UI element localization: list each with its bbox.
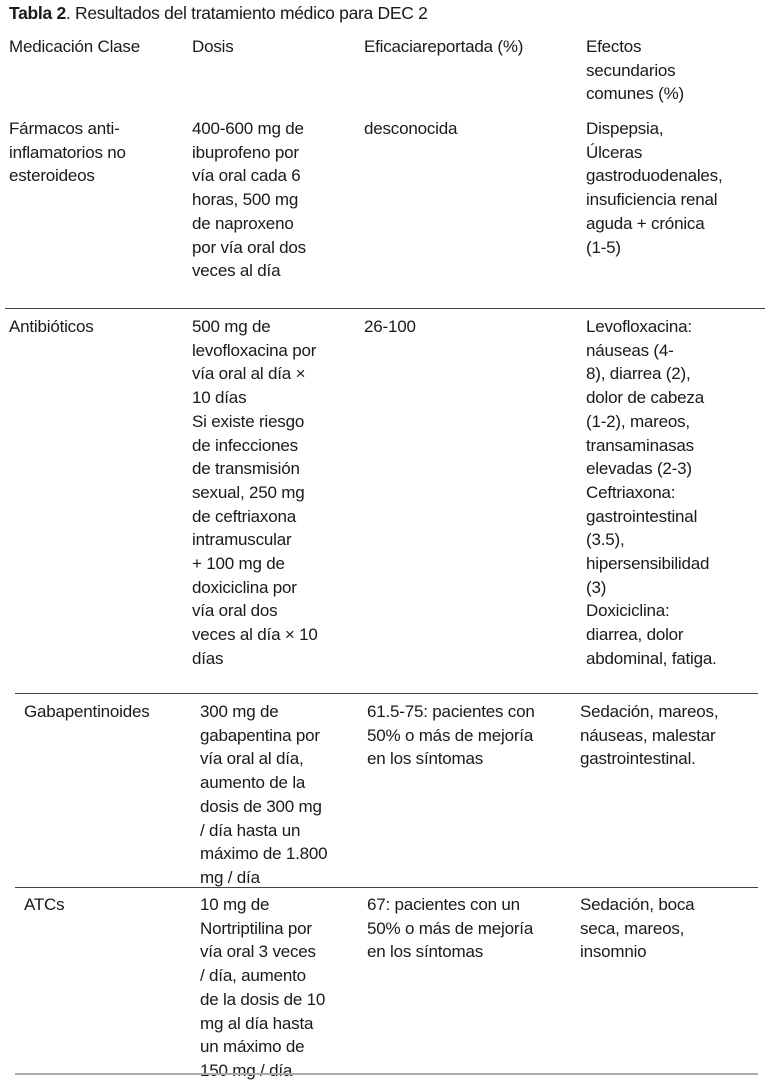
table-number: Tabla 2 <box>9 3 66 23</box>
row-3-clase: Gabapentinoides <box>24 702 150 721</box>
header-medicacion-clase: Medicación Clase <box>9 37 140 56</box>
row-4-eficacia: 67: pacientes con un 50% o más de mejoría en los síntomas <box>367 895 534 962</box>
row-2-dosis: 500 mg de levofloxacina por vía oral al día × 10 días Si existe riesgo de infecciones de transmisión sexual, 250 mg de ceftriaxona intramuscular + 100 mg de doxiciclina por vía oral dos veces al día × 10 días <box>192 317 318 668</box>
row-1-efectos: Dispepsia, Úlceras gastroduodenales, insuficiencia renal aguda + crónica (1-5) <box>586 119 723 257</box>
row-1-dosis: 400-600 mg de ibuprofeno por vía oral cada 6 horas, 500 mg de naproxeno por vía oral dos veces al día <box>192 119 306 281</box>
header-dosis: Dosis <box>192 37 234 56</box>
header-efectos: Efectos secundarios comunes (%) <box>586 37 684 104</box>
header-eficacia: Eficaciareportada (%) <box>364 37 524 56</box>
table-caption <box>9 3 428 24</box>
row-4-dosis: 10 mg de Nortriptilina por vía oral 3 veces / día, aumento de la dosis de 10 mg al día hasta un máximo de 150 mg / día <box>200 895 326 1080</box>
row-1-clase: Fármacos anti- inflamatorios no esteroideos <box>9 119 126 186</box>
table-bottom-rule <box>15 1073 758 1075</box>
row-1-eficacia: desconocida <box>364 119 458 138</box>
row-3-eficacia: 61.5-75: pacientes con 50% o más de mejoría en los síntomas <box>367 702 535 769</box>
row-divider <box>15 887 758 888</box>
row-divider <box>15 693 758 694</box>
row-4-efectos: Sedación, boca seca, mareos, insomnio <box>580 895 695 962</box>
row-divider <box>5 308 765 309</box>
row-3-dosis: 300 mg de gabapentina por vía oral al día, aumento de la dosis de 300 mg / día hasta un máximo de 1.800 mg / día <box>200 702 328 887</box>
row-2-eficacia: 26-100 <box>364 317 416 336</box>
row-2-clase: Antibióticos <box>9 317 94 336</box>
row-2-efectos: Levofloxacina: náuseas (4- 8), diarrea (2), dolor de cabeza (1-2), mareos, transaminasas elevadas (2-3) Ceftriaxona: gastrointestinal (3.5), hipersensibilidad (3) Doxiciclina: diarrea, dolor abdominal, fatiga. <box>586 317 717 668</box>
row-3-efectos: Sedación, mareos, náuseas, malestar gastrointestinal. <box>580 702 719 769</box>
row-4-clase: ATCs <box>24 895 65 914</box>
table-title: . Resultados del tratamiento médico para DEC 2 <box>65 3 428 23</box>
